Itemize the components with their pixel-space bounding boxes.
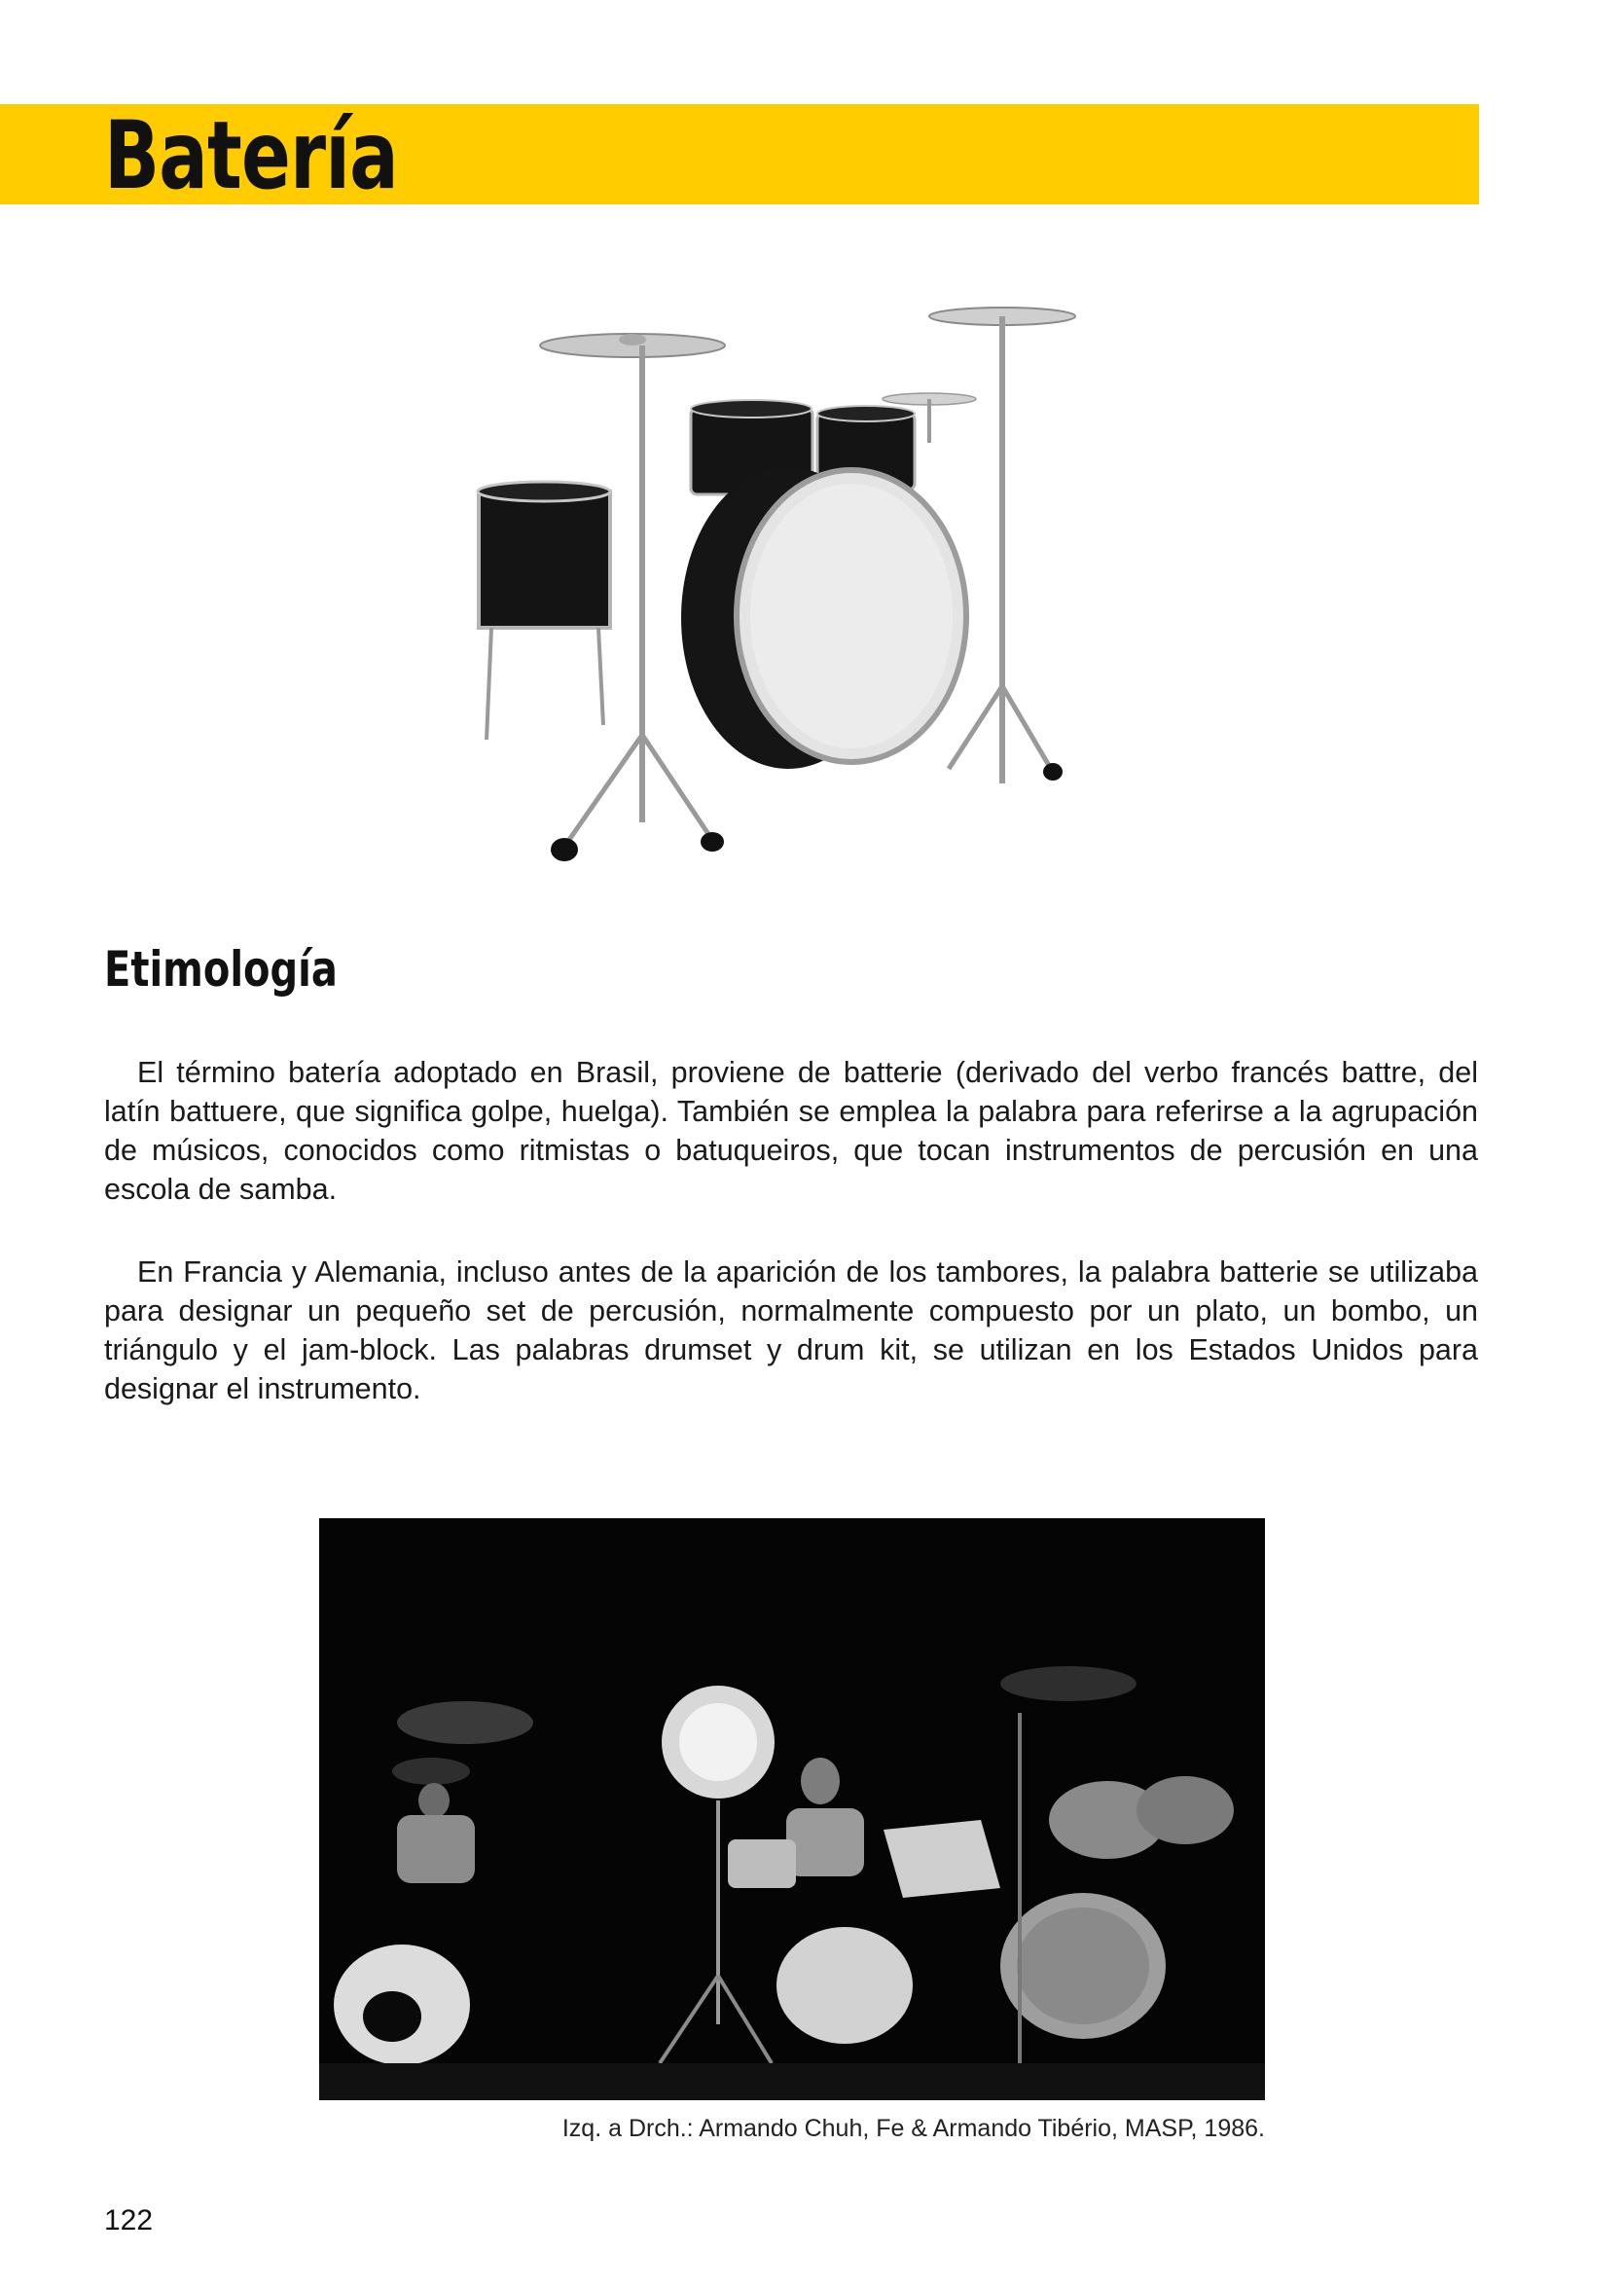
page-title: Batería (104, 101, 398, 210)
section-heading: Etimología (104, 941, 338, 998)
paragraph: En Francia y Alemania, incluso antes de la aparición de los tambores, la palabra batterie se utilizaba para designar un pequeño set de percusión, normalmente compuesto por un plato, un bombo, un triángulo y el jam-block. Las palabras drumset y drum kit, se utilizan en los Estados Unidos para designar el instrumento. (104, 1255, 1478, 1405)
stage-photo (319, 1518, 1265, 2100)
paragraph: El término batería adoptado en Brasil, proviene de batterie (derivado del verbo francés battre, del latín battuere, que significa golpe, huelga). También se emplea la palabra para referirse a la agrupación de músicos, conocidos como ritmistas o batuqueiros, que tocan instrumentos de percusión en una escola de samba. (104, 1056, 1478, 1206)
drum-kit-photo (457, 277, 1138, 881)
photo-caption: Izq. a Drch.: Armando Chuh, Fe & Armando Tibério, MASP, 1986. (561, 2115, 1265, 2142)
page-number: 122 (104, 2204, 154, 2236)
